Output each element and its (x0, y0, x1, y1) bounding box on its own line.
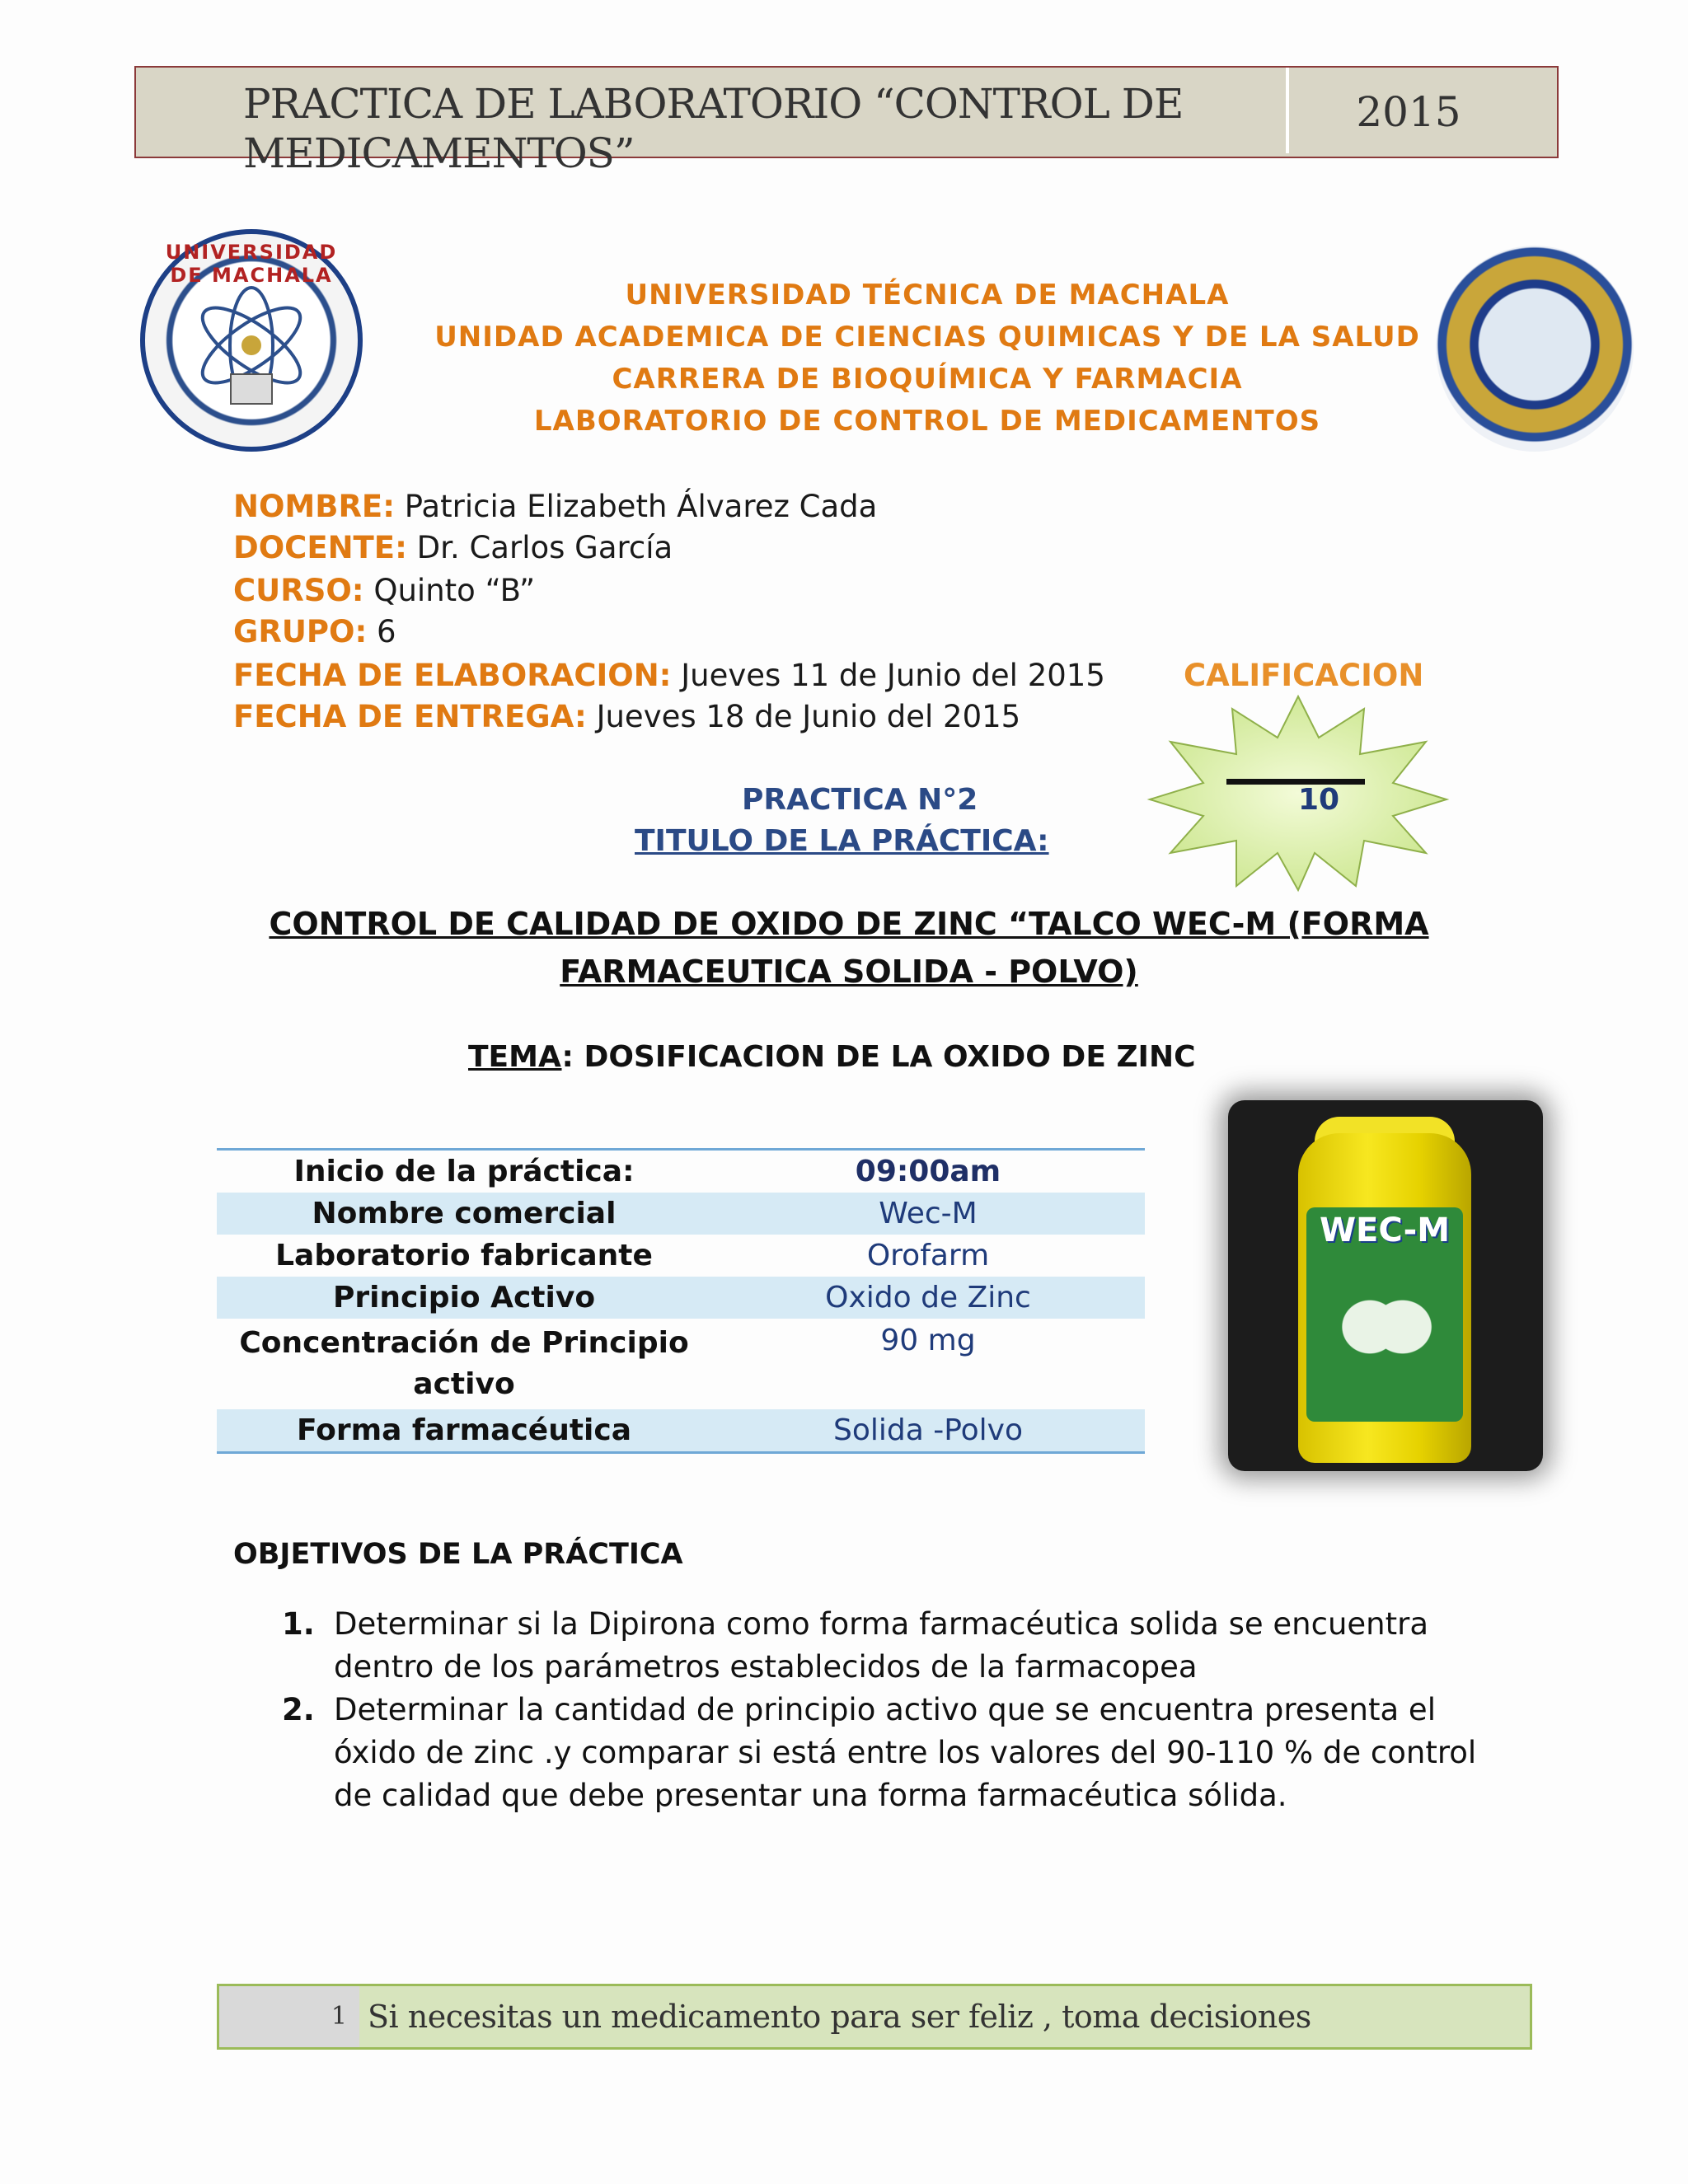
fecha-elaboracion-value: Jueves 11 de Junio del 2015 (681, 658, 1105, 693)
main-title-line1: CONTROL DE CALIDAD DE OXIDO DE ZINC “TALCO WEC-M (FORMA (269, 906, 1429, 942)
row-value: Oxido de Zinc (711, 1277, 1145, 1319)
row-value: Wec-M (711, 1193, 1145, 1235)
academic-unit: UNIDAD ACADEMICA DE CIENCIAS QUIMICAS Y DE LA SALUD (434, 321, 1420, 354)
practice-title-label: TITULO DE LA PRÁCTICA: (635, 824, 1049, 858)
career-name: CARRERA DE BIOQUÍMICA Y FARMACIA (612, 363, 1243, 396)
lab-name: LABORATORIO DE CONTROL DE MEDICAMENTOS (533, 405, 1321, 438)
product-photo (1228, 1100, 1543, 1471)
objectives-heading: OBJETIVOS DE LA PRÁCTICA (233, 1538, 683, 1571)
fecha-entrega-label: FECHA DE ENTREGA: (233, 699, 587, 734)
grupo-value: 6 (377, 614, 396, 649)
faculty-logo (1436, 246, 1634, 452)
list-item (272, 1689, 1484, 1817)
practice-main-title (231, 900, 1467, 996)
row-value: Orofarm (866, 1239, 990, 1272)
university-logo (140, 229, 363, 452)
item-number: 1. (282, 1606, 315, 1642)
nombre-label: NOMBRE: (233, 489, 396, 524)
practice-topic (468, 1040, 1196, 1074)
practice-number: PRACTICA N°2 (742, 783, 978, 817)
objectives-list (272, 1603, 1484, 1817)
row-label: Laboratorio fabricante (275, 1239, 653, 1272)
product-info-table (217, 1148, 1145, 1454)
curso-value: Quinto “B” (373, 573, 536, 608)
page-number: 1 (219, 1986, 359, 2047)
item-number: 2. (282, 1692, 315, 1727)
row-value: 09:00am (711, 1150, 1145, 1193)
table-row (217, 1277, 1145, 1319)
table-row (217, 1319, 1145, 1409)
row-value: 90 mg (880, 1324, 976, 1357)
info-docente (233, 530, 673, 565)
row-label: Nombre comercial (217, 1193, 711, 1235)
footer-text: Si necesitas un medicamento para ser feliz , toma decisiones (368, 1999, 1311, 2035)
item-text: Determinar la cantidad de principio activo que se encuentra presenta el óxido de zinc .y comparar si está entre los valores del 90-110 % de control de calidad que debe presentar una forma farmacéutica sólida. (334, 1692, 1477, 1813)
tema-value: : DOSIFICACION DE LA OXIDO DE ZINC (561, 1040, 1196, 1074)
info-grupo (233, 614, 396, 649)
row-label: Concentración de Principio activo (239, 1326, 689, 1401)
item-text: Determinar si la Dipirona como forma farmacéutica solida se encuentra dentro de los parámetros establecidos de la farmacopea (334, 1606, 1429, 1685)
page-header (134, 66, 1559, 177)
main-title-line2: FARMACEUTICA SOLIDA - POLVO) (560, 954, 1138, 990)
row-label: Forma farmacéutica (217, 1409, 711, 1453)
feet-icon (1335, 1265, 1434, 1389)
table-row (217, 1409, 1145, 1453)
row-label: Principio Activo (217, 1277, 711, 1319)
grade-line (1226, 779, 1365, 785)
info-nombre (233, 489, 877, 524)
tema-label: TEMA (468, 1040, 562, 1074)
info-fecha-elaboracion (233, 658, 1105, 693)
table-row (217, 1193, 1145, 1235)
fecha-elaboracion-label: FECHA DE ELABORACION: (233, 658, 672, 693)
nombre-value: Patricia Elizabeth Álvarez Cada (404, 489, 878, 524)
docente-label: DOCENTE: (233, 530, 407, 565)
row-value: Solida -Polvo (711, 1409, 1145, 1453)
page-footer (217, 1984, 1532, 2050)
table-row (217, 1150, 1145, 1193)
bottle-brand: WEC-M (1319, 1212, 1451, 1249)
row-label: Inicio de la práctica: (217, 1150, 711, 1193)
grade-value: 10 (1298, 783, 1340, 817)
info-fecha-entrega (233, 699, 1020, 734)
table-row (217, 1235, 1145, 1277)
header-year: 2015 (1286, 68, 1528, 153)
university-name: UNIVERSIDAD TÉCNICA DE MACHALA (625, 279, 1230, 312)
curso-label: CURSO: (233, 573, 364, 608)
logo-text: UNIVERSIDAD DE MACHALA (165, 241, 338, 287)
header-title: PRACTICA DE LABORATORIO “CONTROL DE MEDICAMENTOS” (243, 80, 1184, 177)
info-curso (233, 573, 535, 608)
grade-label: CALIFICACION (1184, 658, 1424, 693)
grupo-label: GRUPO: (233, 614, 368, 649)
fecha-entrega-value: Jueves 18 de Junio del 2015 (596, 699, 1021, 734)
docente-value: Dr. Carlos García (416, 530, 673, 565)
list-item (272, 1603, 1484, 1689)
